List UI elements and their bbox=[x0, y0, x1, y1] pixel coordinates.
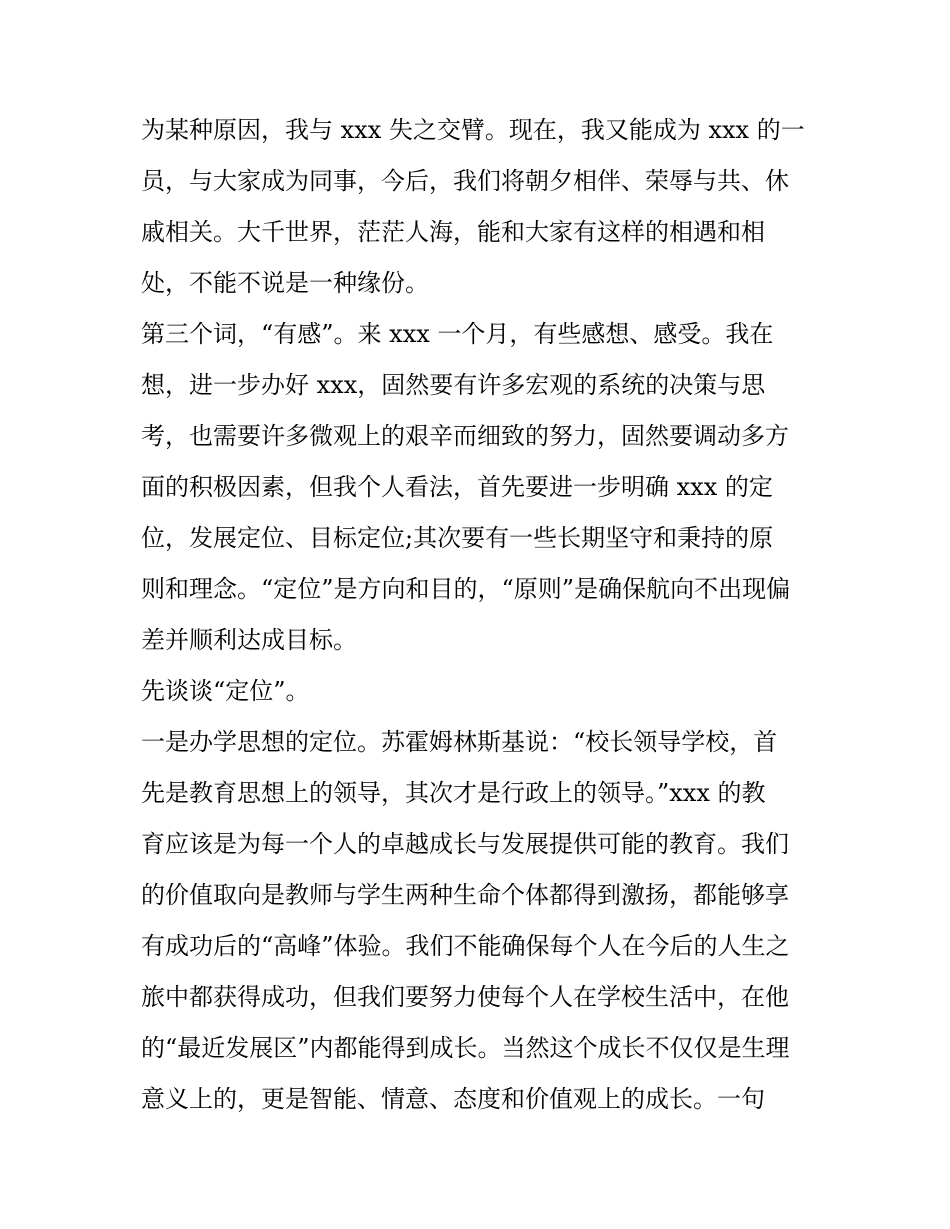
text-line: 员，与大家成为同事，今后，我们将朝夕相伴、荣辱与共、休 bbox=[141, 167, 789, 195]
text-line: 意义上的，更是智能、情意、态度和价值观上的成长。一句 bbox=[141, 1085, 765, 1113]
text-line: 考，也需要许多微观上的艰辛而细致的努力，固然要调动多方 bbox=[141, 422, 789, 450]
text-line: 想，进一步办好 xxx，固然要有许多宏观的系统的决策与思 bbox=[141, 371, 766, 399]
text-line: 为某种原因，我与 xxx 失之交臂。现在，我又能成为 xxx 的一 bbox=[141, 116, 805, 144]
text-line: 有成功后的“高峰”体验。我们不能确保每个人在今后的人生之 bbox=[141, 932, 790, 960]
text-line: 差并顺利达成目标。 bbox=[141, 626, 357, 654]
text-line: 的“最近发展区”内都能得到成长。当然这个成长不仅仅是生理 bbox=[141, 1034, 790, 1062]
text-line: 位，发展定位、目标定位;其次要有一些长期坚守和秉持的原 bbox=[141, 524, 774, 552]
text-line: 第三个词，“有感”。来 xxx 一个月，有些感想、感受。我在 bbox=[141, 320, 774, 348]
text-line: 处，不能不说是一种缘份。 bbox=[141, 269, 429, 297]
text-line: 一是办学思想的定位。苏霍姆林斯基说：“校长领导学校，首 bbox=[141, 728, 778, 756]
text-line: 先谈谈“定位”。 bbox=[141, 677, 310, 705]
text-line: 戚相关。大千世界，茫茫人海，能和大家有这样的相遇和相 bbox=[141, 218, 765, 246]
text-line: 面的积极因素，但我个人看法，首先要进一步明确 xxx 的定 bbox=[141, 473, 773, 501]
text-line: 旅中都获得成功，但我们要努力使每个人在学校生活中，在他 bbox=[141, 983, 789, 1011]
text-line: 则和理念。“定位”是方向和目的，“原则”是确保航向不出现偏 bbox=[141, 575, 791, 603]
text-line: 先是教育思想上的领导，其次才是行政上的领导。”xxx 的教 bbox=[141, 779, 766, 807]
document-body bbox=[141, 105, 813, 1125]
text-line: 育应该是为每一个人的卓越成长与发展提供可能的教育。我们 bbox=[141, 830, 789, 858]
text-line: 的价值取向是教师与学生两种生命个体都得到激扬，都能够享 bbox=[141, 881, 789, 909]
